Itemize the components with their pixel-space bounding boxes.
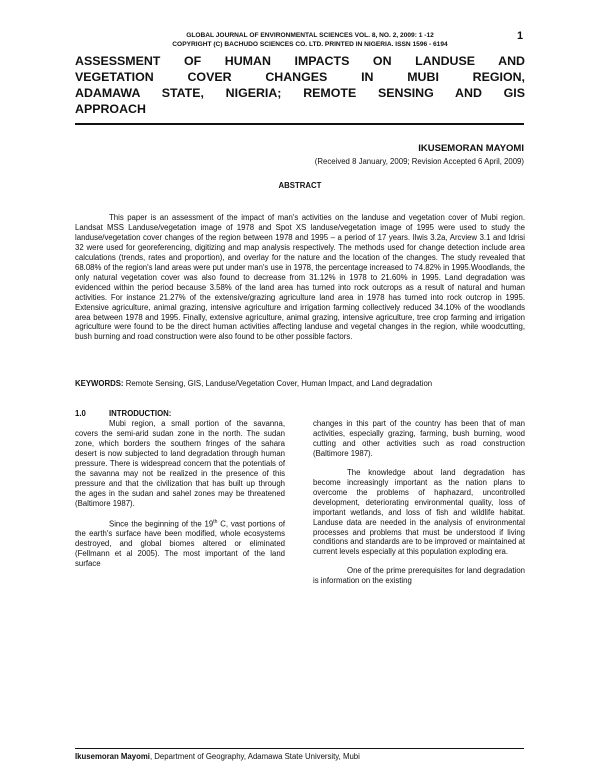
page-number: 1 bbox=[517, 30, 524, 42]
received-dates: (Received 8 January, 2009; Revision Accepted 6 April, 2009) bbox=[314, 157, 524, 166]
intro-paragraph-1: Mubi region, a small portion of the savanna, covers the semi-arid sudan zone in the north. The sudan zone, which borders the southern fringes of the sahara desert is now subjected to land degradation through human pressure. There is widespread concern that the potentials of the savanna may not be realized in the presence of this pressure and that the civilization that has built up through the ages in the sudan and sahel zones may be threatened (Baltimore 1987). bbox=[75, 419, 285, 508]
paragraph-text: C, vast portions of the earth's surface have been modified, whole ecosystems destroyed, and global biomes altered or eliminated (Fellmann et al 2005). The most important of the land surface bbox=[75, 519, 285, 568]
title-line: APPROACH bbox=[75, 102, 146, 116]
intro-paragraph-4: The knowledge about land degradation has become increasingly important as the nation plans to overcome the problems of haphazard, uncontrolled development, deteriorating environmental quality, loss of important wetlands, and loss of fish and wildlife habitat. Landuse data are needed in the analysis of environmental processes and problems that must be understood if living conditions and standards are to be improved or maintained at current levels especially at this population exploding era. bbox=[313, 467, 525, 557]
abstract-text: This paper is an assessment of the impact of man's activities on the landuse and vegetation cover of Mubi region. Landsat MSS Landuse/vegetation image of 1978 and Spot XS landuse/vegetation image of 1995 were used to study the landuse/vegetation cover changes of the region between 1978 and 1995 – a period of 17 years. Ilwis 3.2a, Arcview 3.1 and Idrisi 32 were used for georeferencing, digitizing and map analysis respectively. The methods used for change detection include area calculations (trends, rates and proportion), and overlay for the nature and the location of the changes. The study revealed that 68.08% of the region's land areas were put under man's use in 1978, the percentage increased to 74.82% in 1995.Woodlands, the only natural vegetation cover was also found to decrease from 31.12% in 1978 to 21.60% in 1995. Land degradation was evidenced within the period because 3.58% of the land area has turned into rock outcrops as a result of natural and human activities. For instance 21.27% of the extensive/grazing agriculture land area in 1978 has turned into rock outcrop in 1995. Extensive agriculture, animal grazing, intensive agriculture and irrigation farming collectively reduced 34.10% of the woodlands area between 1978 and 1995. Finally, extensive agriculture, animal grazing, intensive agriculture, tree crop farming and irrigation agriculture were found to be the direct human activities affecting landuse and vegetal changes in the region, while woodcutting, bush burning and road construction were also found to be other possible factors. bbox=[75, 213, 525, 342]
journal-citation: GLOBAL JOURNAL OF ENVIRONMENTAL SCIENCES VOL. 8, NO. 2, 2009: 1 -12 bbox=[186, 32, 434, 39]
keywords bbox=[75, 379, 525, 388]
abstract-heading: ABSTRACT bbox=[278, 181, 322, 190]
title-line: VEGETATION COVER CHANGES IN MUBI REGION, bbox=[75, 70, 525, 84]
paper-title bbox=[75, 53, 525, 117]
superscript: th bbox=[213, 518, 218, 525]
section-title: INTRODUCTION: bbox=[109, 409, 172, 418]
title-rule bbox=[75, 123, 524, 125]
intro-paragraph-3: changes in this part of the country has been that of man activities, especially grazing, farming, bush burning, wood cutting and other activities such as road construction (Baltimore 1987). bbox=[313, 419, 525, 458]
keywords-label: KEYWORDS: bbox=[75, 379, 124, 388]
title-line: ADAMAWA STATE, NIGERIA; REMOTE SENSING AND GIS bbox=[75, 86, 525, 100]
intro-paragraph-5: One of the prime prerequisites for land degradation is information on the existing bbox=[313, 566, 525, 586]
author-name: IKUSEMORAN MAYOMI bbox=[418, 143, 524, 154]
paragraph-text: Since the beginning of the 19 bbox=[109, 519, 214, 529]
keywords-text: Remote Sensing, GIS, Landuse/Vegetation Cover, Human Impact, and Land degradation bbox=[125, 379, 433, 388]
left-column bbox=[75, 409, 285, 569]
title-line: ASSESSMENT OF HUMAN IMPACTS ON LANDUSE AND bbox=[75, 54, 525, 68]
right-column bbox=[313, 419, 525, 586]
intro-paragraph-2 bbox=[75, 518, 285, 569]
section-number: 1.0 bbox=[75, 409, 86, 418]
footer-affiliation bbox=[75, 752, 360, 761]
copyright-line: COPYRIGHT (C) BACHUDO SCIENCES CO. LTD. PRINTED IN NIGERIA. ISSN 1596 - 6194 bbox=[172, 41, 448, 48]
footer-rule bbox=[75, 748, 524, 749]
footer-affiliation-text: , Department of Geography, Adamawa State University, Mubi bbox=[149, 752, 360, 761]
footer-author-name: Ikusemoran Mayomi bbox=[75, 752, 150, 761]
